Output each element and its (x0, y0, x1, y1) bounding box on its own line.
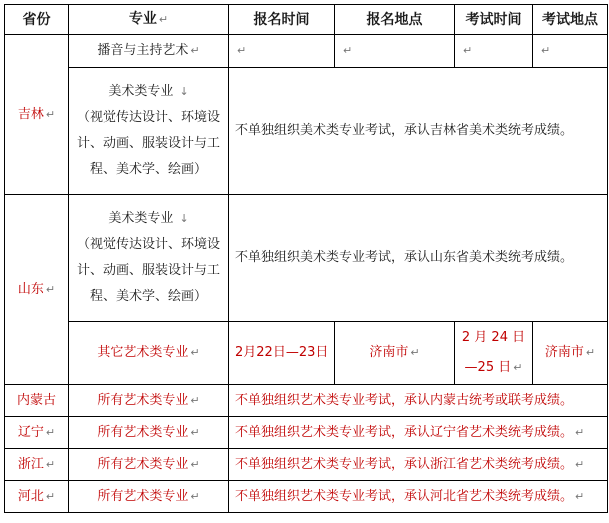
header-registration-place: 报名地点 (335, 5, 455, 35)
major-cell: 所有艺术类专业 ↵ (69, 481, 229, 513)
major-cell: 其它艺术类专业 ↵ (69, 322, 229, 385)
reg-place-cell: 济南市 ↵ (335, 322, 455, 385)
reg-place-cell: ↵ (335, 35, 455, 68)
header-exam-place: 考试地点 (533, 5, 608, 35)
exam-place-cell: 济南市 ↵ (533, 322, 608, 385)
header-exam-time: 考试时间 (455, 5, 533, 35)
table-row (5, 481, 608, 513)
major-cell: 所有艺术类专业 ↵ (69, 417, 229, 449)
header-row (5, 5, 608, 35)
province-cell: 辽宁 ↵ (5, 417, 69, 449)
reg-time-cell: ↵ (229, 35, 335, 68)
table-row (5, 322, 608, 385)
exam-place-cell: ↵ (533, 35, 608, 68)
exam-time-cell: 2 月 24 日 —25 日 ↵ (455, 322, 533, 385)
note-cell: 不单独组织艺术类专业考试，承认内蒙古统考或联考成绩。 (229, 385, 608, 417)
major-cell: 所有艺术类专业 ↵ (69, 449, 229, 481)
major-cell: 美术类专业 ↓ （视觉传达设计、环境设计、动画、服装设计与工程、美术学、绘画） (69, 195, 229, 322)
note-cell: 不单独组织美术类专业考试，承认山东省美术类统考成绩。 (229, 195, 608, 322)
table-row (5, 385, 608, 417)
table-row (5, 35, 608, 68)
note-cell: 不单独组织艺术类专业考试，承认河北省艺术类统考成绩。 ↵ (229, 481, 608, 513)
reg-time-cell: 2月22日—23日 (229, 322, 335, 385)
major-cell: 所有艺术类专业 ↵ (69, 385, 229, 417)
table-row (5, 195, 608, 322)
province-shandong: 山东 ↵ (5, 195, 69, 385)
exam-schedule-table (4, 4, 608, 513)
major-cell: 播音与主持艺术 ↵ (69, 35, 229, 68)
header-major: 专业 ↵ (69, 5, 229, 35)
header-province: 省份 (5, 5, 69, 35)
table-row (5, 417, 608, 449)
exam-time-cell: ↵ (455, 35, 533, 68)
province-jilin: 吉林 ↵ (5, 35, 69, 195)
major-cell: 美术类专业 ↓ （视觉传达设计、环境设计、动画、服装设计与工程、美术学、绘画） (69, 68, 229, 195)
table-row (5, 449, 608, 481)
province-cell: 河北 ↵ (5, 481, 69, 513)
note-cell: 不单独组织艺术类专业考试，承认浙江省艺术类统考成绩。 ↵ (229, 449, 608, 481)
province-cell: 内蒙古 (5, 385, 69, 417)
note-cell: 不单独组织艺术类专业考试，承认辽宁省艺术类统考成绩。 ↵ (229, 417, 608, 449)
table-row (5, 68, 608, 195)
note-cell: 不单独组织美术类专业考试，承认吉林省美术类统考成绩。 (229, 68, 608, 195)
header-registration-time: 报名时间 (229, 5, 335, 35)
province-cell: 浙江 ↵ (5, 449, 69, 481)
